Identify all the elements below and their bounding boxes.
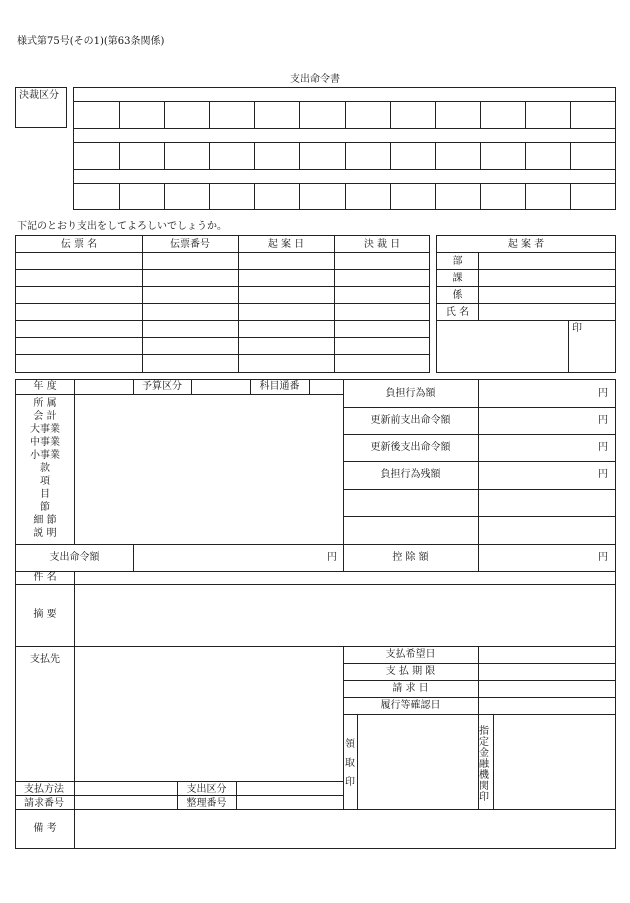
decision-grid-vline	[570, 142, 571, 169]
decision-grid-vline	[345, 101, 346, 128]
decision-grid-hline	[74, 128, 615, 129]
label-explanation: 説 明	[33, 528, 57, 539]
form-id: 様式第75号(その1)(第63条関係)	[17, 36, 165, 47]
yen-2: 円	[598, 415, 608, 426]
voucher-header-number: 伝票番号	[170, 239, 210, 250]
budget-class: 予算区分	[142, 381, 182, 392]
label-setsu: 節	[40, 502, 50, 513]
decision-label-box	[15, 87, 67, 128]
pay-deadline: 支 払 期 限	[385, 666, 436, 677]
decision-grid-vline	[570, 183, 571, 209]
decision-grid-vline	[164, 101, 165, 128]
decision-grid-vline	[254, 142, 255, 169]
decision-grid-vline	[525, 183, 526, 209]
decision-grid-vline	[480, 183, 481, 209]
label-kou: 項	[40, 476, 50, 487]
drafter-table	[436, 235, 616, 373]
deduction-label: 控 除 額	[392, 552, 429, 563]
voucher-col-line	[238, 236, 239, 372]
decision-grid-vline	[525, 142, 526, 169]
yen-4: 円	[598, 469, 608, 480]
voucher-col-line	[334, 236, 335, 372]
decision-grid-vline	[345, 142, 346, 169]
decision-grid-vline	[345, 183, 346, 209]
yen-3: 円	[598, 442, 608, 453]
receipt-seal-2: 取	[345, 758, 355, 769]
decision-grid-vline	[435, 101, 436, 128]
yen-1: 円	[598, 388, 608, 399]
reference-no-label: 整理番号	[186, 798, 227, 809]
commitment-balance: 負担行為残額	[380, 469, 441, 480]
voucher-row-line	[16, 320, 429, 321]
voucher-row-line	[16, 269, 429, 270]
remarks-label: 備 考	[33, 823, 57, 834]
decision-grid-vline	[299, 101, 300, 128]
payee-label: 支払先	[30, 654, 60, 665]
commitment-amount: 負担行為額	[385, 388, 436, 399]
label-mid-project: 中事業	[30, 437, 60, 448]
performance-date: 履行等確認日	[380, 700, 441, 711]
voucher-row-line	[16, 337, 429, 338]
decision-grid-vline	[570, 101, 571, 128]
drafter-name: 氏 名	[445, 307, 470, 318]
payment-method-label: 支払方法	[24, 784, 64, 795]
decision-grid-vline	[119, 142, 120, 169]
order-amount-label: 支出命令額	[49, 552, 100, 563]
decision-grid-vline	[209, 183, 210, 209]
decision-grid-hline	[74, 169, 615, 170]
decision-grid-vline	[119, 183, 120, 209]
decision-grid-vline	[254, 101, 255, 128]
voucher-header-decision-date: 決 裁 日	[363, 239, 401, 250]
request-text: 下記のとおり支出をしてよろしいでしょうか。	[17, 221, 227, 232]
decision-grid-vline	[299, 142, 300, 169]
post-update-amount: 更新後支出命令額	[370, 442, 451, 453]
label-affiliation: 所 属	[33, 398, 57, 409]
decision-grid-vline	[209, 101, 210, 128]
decision-grid	[73, 87, 616, 210]
billing-date: 請 求 日	[392, 683, 429, 694]
voucher-row-line	[16, 303, 429, 304]
summary-label: 摘 要	[33, 609, 57, 620]
drafter-unit: 係	[452, 290, 463, 301]
desired-pay-date: 支払希望日	[385, 649, 436, 660]
payment-class-label: 支出区分	[186, 784, 227, 795]
label-moku: 目	[40, 489, 50, 500]
drafter-seal: 印	[572, 323, 582, 334]
subject-label: 件 名	[33, 572, 57, 583]
label-minor-project: 小事業	[30, 450, 60, 461]
decision-grid-vline	[390, 183, 391, 209]
decision-label: 決裁区分	[19, 90, 59, 101]
decision-grid-vline	[435, 183, 436, 209]
drafter-section: 課	[452, 273, 463, 284]
label-sub-setsu: 細 節	[33, 515, 57, 526]
voucher-header-draft-date: 起 案 日	[267, 239, 305, 250]
pre-update-amount: 更新前支出命令額	[370, 415, 451, 426]
label-accounting: 会 計	[33, 411, 57, 422]
decision-grid-vline	[209, 142, 210, 169]
decision-grid-vline	[525, 101, 526, 128]
label-kan: 款	[40, 463, 50, 474]
decision-grid-vline	[390, 142, 391, 169]
decision-grid-vline	[390, 101, 391, 128]
decision-grid-vline	[299, 183, 300, 209]
deduction-yen: 円	[598, 552, 608, 563]
decision-grid-vline	[164, 142, 165, 169]
drafter-header: 起 案 者	[507, 239, 545, 250]
main-form	[15, 379, 616, 849]
account-code: 科目通番	[259, 381, 300, 392]
voucher-row-line	[16, 354, 429, 355]
bank-seal-label: 指定金融機関印	[479, 726, 489, 803]
budget-year: 年 度	[33, 381, 57, 392]
voucher-header-name: 伝 票 名	[60, 239, 98, 250]
order-amount-yen: 円	[327, 552, 337, 563]
voucher-table	[15, 235, 430, 373]
decision-grid-vline	[435, 142, 436, 169]
billing-no-label: 請求番号	[24, 798, 64, 809]
decision-grid-vline	[119, 101, 120, 128]
voucher-row-line	[16, 252, 429, 253]
decision-grid-vline	[480, 142, 481, 169]
receipt-seal-1: 領	[345, 739, 355, 750]
voucher-col-line	[142, 236, 143, 372]
page-title: 支出命令書	[290, 74, 340, 85]
receipt-seal-3: 印	[345, 777, 355, 788]
label-major-project: 大事業	[30, 424, 60, 435]
decision-grid-vline	[480, 101, 481, 128]
voucher-row-line	[16, 286, 429, 287]
drafter-dept: 部	[452, 256, 463, 267]
decision-grid-vline	[164, 183, 165, 209]
decision-grid-vline	[254, 183, 255, 209]
